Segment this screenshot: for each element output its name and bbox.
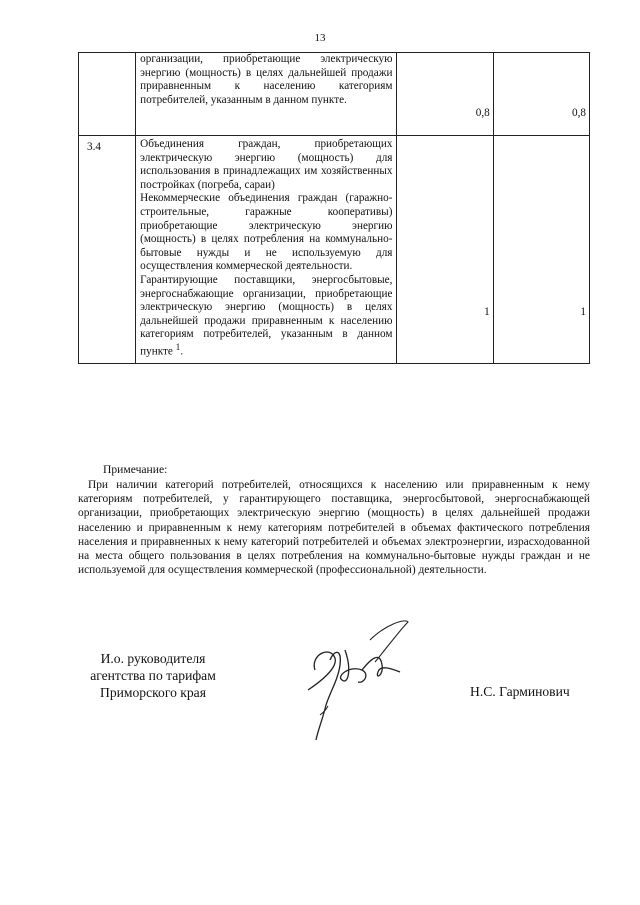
row-description-cell bbox=[136, 53, 397, 136]
handwritten-signature bbox=[290, 610, 430, 750]
value-1: 0,8 bbox=[475, 107, 490, 120]
description-part-1: Объединения граждан, приобретающих электрическую энергию (мощность) для использования в принадлежащих им хозяйственных постройках (погреба, сараи) bbox=[140, 138, 393, 191]
row-number-cell bbox=[79, 53, 136, 136]
note-body: При наличии категорий потребителей, относящихся к населению или приравненным к нему категориям потребителей, у гарантирующего поставщика, энергосбытовой, энергоснабжающей организации, приобретающих электрическую энергию (мощность) в целях дальнейшей продажи населению и приравненным к нему категориям потребителей в объемах фактического потребления населения и приравненных к нему категорий потребителей и объемах электроэнергии, израсходованной на места общего пользования в целях потребления на коммунально-бытовые нужды граждан и не используемой для осуществления коммерческой (профессиональной) деятельности. bbox=[78, 479, 590, 577]
value-2: 0,8 bbox=[572, 107, 586, 120]
row-description-cell bbox=[136, 136, 397, 364]
table-row bbox=[79, 136, 590, 364]
signer-title-line-2: агентства по тарифам bbox=[90, 668, 216, 683]
description-part-3-text: Гарантирующие поставщики, энергосбытовые, энергоснабжающие организации, приобретающие электрическую энергию (мощность) в целях дальнейшей продажи приравненным к населению категориям потребителей, указанным в данном пункте bbox=[140, 273, 393, 358]
value-cell-1 bbox=[397, 53, 493, 136]
page-number: 13 bbox=[314, 32, 326, 44]
description-part-2: Некоммерческие объединения граждан (гаражно-строительные, гаражные кооперативы) приобретающие электрическую энергию (мощность) в целях потребления на коммунально-бытовые нужды и не используемую для осуществления коммерческой деятельности. bbox=[140, 192, 393, 273]
signer-title bbox=[78, 650, 228, 701]
row-description: организации, приобретающие электрическую энергию (мощность) в целях дальнейшей продажи приравненным к населению категориям потребителей, указанным в данном пункте. bbox=[140, 53, 393, 106]
table-row bbox=[79, 53, 590, 136]
tariff-table bbox=[78, 52, 590, 364]
signer-name: Н.С. Гарминович bbox=[470, 684, 570, 699]
footnote-marker: 1 bbox=[175, 342, 181, 353]
row-number-cell: 3.4 bbox=[79, 136, 136, 364]
description-part-3 bbox=[140, 274, 392, 359]
row-description bbox=[136, 136, 396, 363]
signer-title-line-1: И.о. руководителя bbox=[100, 651, 206, 666]
description-part-3-end: . bbox=[180, 345, 184, 358]
signer-title-line-3: Приморского края bbox=[100, 685, 206, 700]
value-2: 1 bbox=[580, 305, 586, 318]
value-cell-2 bbox=[493, 53, 589, 136]
value-cell-2 bbox=[493, 136, 589, 364]
value-cell-1 bbox=[397, 136, 493, 364]
value-1: 1 bbox=[484, 305, 490, 318]
note-heading: Примечание: bbox=[103, 463, 168, 476]
